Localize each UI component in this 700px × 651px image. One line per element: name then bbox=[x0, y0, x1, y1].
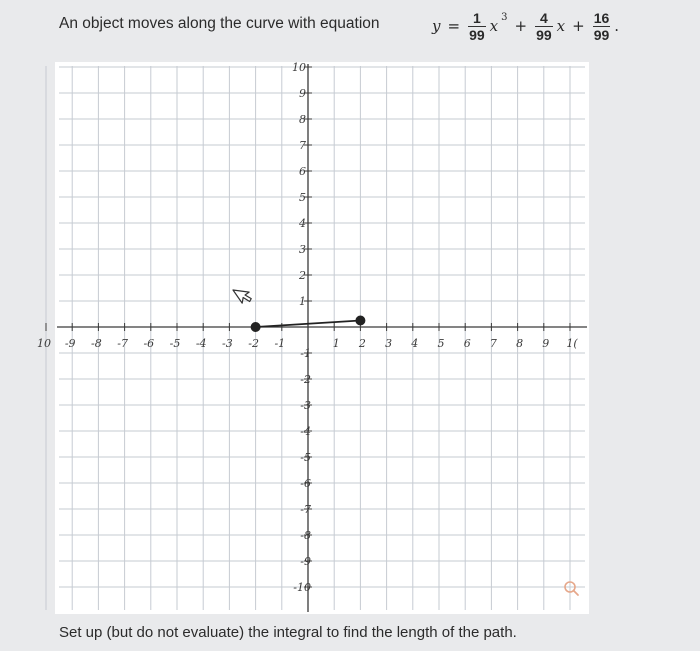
y-tick-label: -8 bbox=[300, 529, 311, 542]
x-tick-label: -5 bbox=[169, 337, 181, 350]
x-tick-label: 1( bbox=[566, 337, 578, 350]
y-tick-label: 7 bbox=[299, 139, 306, 152]
y-tick-label: -5 bbox=[300, 451, 311, 464]
period: . bbox=[614, 17, 620, 35]
x-tick-label: 6 bbox=[463, 337, 471, 350]
fraction-term3 bbox=[593, 10, 611, 43]
x-tick-label: -6 bbox=[143, 337, 155, 350]
x-tick-label: 7 bbox=[489, 337, 497, 350]
plus-sign: + bbox=[572, 17, 585, 35]
equals-sign: = bbox=[447, 17, 461, 35]
y-tick-label: -6 bbox=[300, 477, 311, 490]
path-start-point bbox=[251, 322, 261, 332]
x-tick-label: 4 bbox=[411, 337, 419, 350]
y-tick-label: 2 bbox=[299, 269, 306, 282]
y-tick-label: -2 bbox=[300, 373, 311, 386]
y-tick-label: 4 bbox=[299, 217, 306, 230]
y-tick-label: 8 bbox=[299, 113, 306, 126]
x-tick-label: -4 bbox=[195, 337, 207, 350]
fraction-term2 bbox=[535, 10, 553, 43]
coordinate-grid[interactable] bbox=[37, 61, 589, 614]
x-tick-label: -8 bbox=[91, 337, 102, 350]
question-header bbox=[59, 0, 689, 52]
fraction-numerator: 4 bbox=[539, 9, 548, 26]
y-tick-label: -10 bbox=[293, 581, 311, 594]
x-tick-label: 10 bbox=[37, 337, 51, 350]
fraction-denominator: 99 bbox=[469, 26, 485, 43]
x-tick-label: -9 bbox=[64, 337, 76, 350]
fraction-term1 bbox=[468, 10, 486, 43]
term2-var: x bbox=[556, 17, 566, 35]
y-tick-label: 9 bbox=[299, 87, 306, 100]
x-tick-label: 5 bbox=[437, 337, 445, 350]
plus-sign: + bbox=[514, 17, 528, 35]
x-tick-label: -1 bbox=[274, 337, 286, 350]
x-tick-label: -2 bbox=[248, 337, 259, 350]
fraction-denominator: 99 bbox=[536, 26, 552, 43]
y-tick-label: 6 bbox=[299, 165, 306, 178]
y-tick-label: -7 bbox=[300, 503, 311, 516]
x-tick-label: 9 bbox=[542, 337, 550, 350]
y-tick-label: -9 bbox=[300, 555, 311, 568]
x-tick-label: 1 bbox=[332, 337, 340, 350]
fraction-denominator: 99 bbox=[593, 26, 610, 43]
y-tick-label: 3 bbox=[299, 243, 306, 256]
path-end-point bbox=[355, 316, 365, 326]
term1-exponent: 3 bbox=[501, 11, 508, 23]
question-text: An object moves along the curve with equation bbox=[59, 15, 380, 32]
y-tick-label: -1 bbox=[300, 347, 311, 360]
y-tick-label: 10 bbox=[292, 61, 306, 74]
fraction-numerator: 1 bbox=[472, 9, 481, 26]
term1-var: x bbox=[489, 17, 499, 35]
x-tick-label: 8 bbox=[516, 337, 524, 350]
x-tick-label: 2 bbox=[358, 337, 366, 350]
equation-y-var: y bbox=[432, 17, 441, 35]
x-tick-label: -7 bbox=[117, 337, 128, 350]
fraction-numerator: 16 bbox=[593, 9, 610, 26]
instruction-text: Set up (but do not evaluate) the integral to find the length of the path. bbox=[59, 624, 517, 641]
y-tick-label: -4 bbox=[300, 425, 311, 438]
x-tick-label: -3 bbox=[222, 337, 233, 350]
y-tick-label: 5 bbox=[299, 191, 306, 204]
x-tick-label: 3 bbox=[385, 337, 393, 350]
equation bbox=[432, 0, 619, 52]
y-tick-label: 1 bbox=[299, 295, 306, 308]
y-tick-label: -3 bbox=[300, 399, 311, 412]
